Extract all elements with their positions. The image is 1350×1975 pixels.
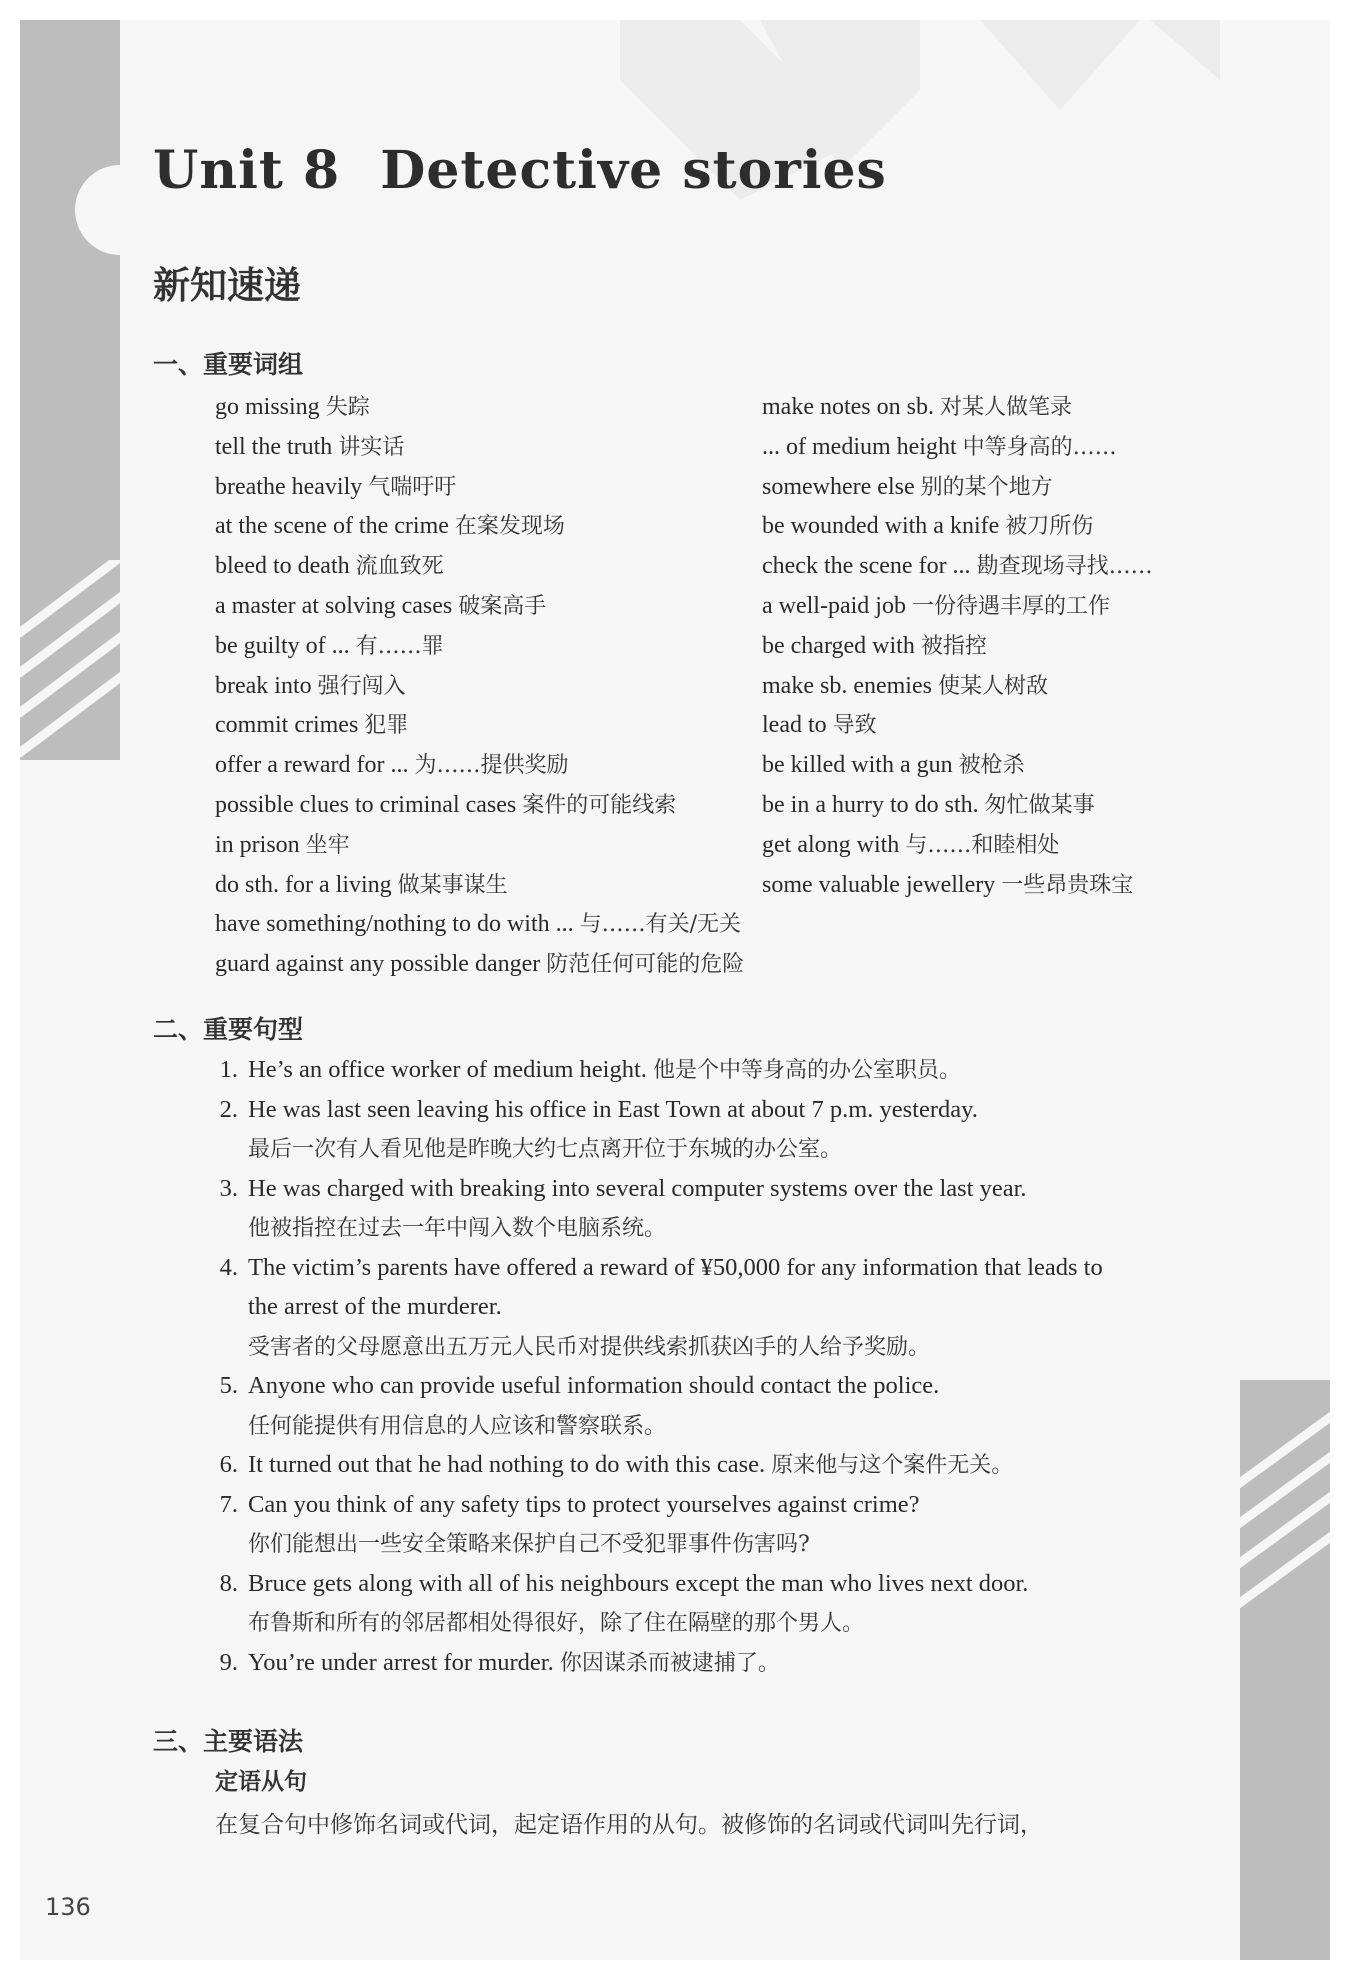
phrase-item: tell the truth 讲实话 (215, 433, 405, 460)
phrase-item: be charged with 被指控 (762, 632, 987, 659)
phrase-item: lead to 导致 (762, 712, 877, 739)
phrase-item: be in a hurry to do sth. 匆忙做某事 (762, 791, 1095, 818)
phrase-item: break into 强行闯入 (215, 672, 406, 699)
part3-heading: 三、主要语法 (153, 1727, 304, 1756)
part2-heading: 二、重要句型 (153, 1015, 304, 1044)
phrase-item: get along with 与……和睦相处 (762, 831, 1060, 858)
phrase-item: be wounded with a knife 被刀所伤 (762, 513, 1094, 540)
title-notch (75, 165, 165, 255)
phrase-item: a well-paid job 一份待遇丰厚的工作 (762, 592, 1110, 619)
phrase-item: breathe heavily 气喘吁吁 (215, 473, 457, 500)
phrase-item: go missing 失踪 (215, 394, 370, 420)
phrase-item: a master at solving cases 破案高手 (215, 592, 547, 619)
phrase-item: some valuable jewellery 一些昂贵珠宝 (762, 871, 1134, 898)
phrase-item: check the scene for ... 勘查现场寻找…… (762, 553, 1153, 580)
phrase-item: in prison 坐牢 (215, 831, 350, 858)
phrase-list-left (215, 388, 744, 981)
phrase-item: commit crimes 犯罪 (215, 712, 409, 739)
phrase-item: bleed to death 流血致死 (215, 553, 444, 580)
phrase-item: guard against any possible danger 防范任何可能的危险 (215, 951, 745, 978)
left-stripes-decoration (20, 560, 120, 760)
phrase-item: at the scene of the crime 在案发现场 (215, 513, 565, 540)
part1-heading: 一、重要词组 (153, 350, 304, 379)
left-margin (20, 740, 120, 1960)
section-heading: 新知速递 (153, 264, 301, 307)
unit-number: Unit 8 (153, 140, 341, 201)
phrase-item: have something/nothing to do with ... 与……有关/无关 (215, 911, 742, 938)
unit-title (153, 140, 887, 201)
unit-topic: Detective stories (380, 140, 887, 201)
grammar-subheading: 定语从句 (215, 1768, 307, 1795)
right-stripes-decoration (1240, 1380, 1330, 1620)
phrase-item: make sb. enemies 使某人树敌 (762, 672, 1048, 699)
phrase-item: ... of medium height 中等身高的…… (762, 433, 1117, 460)
phrase-item: make notes on sb. 对某人做笔录 (762, 394, 1072, 420)
phrase-list-right (762, 388, 1153, 905)
phrase-item: somewhere else 别的某个地方 (762, 473, 1053, 500)
phrase-item: do sth. for a living 做某事谋生 (215, 871, 508, 898)
phrase-item: be guilty of ... 有……罪 (215, 632, 444, 659)
page-number: 136 (45, 1893, 91, 1921)
phrase-item: offer a reward for ... 为……提供奖励 (215, 752, 569, 779)
phrase-item: be killed with a gun 被枪杀 (762, 752, 1025, 779)
phrase-item: possible clues to criminal cases 案件的可能线索 (215, 791, 677, 818)
grammar-text: 在复合句中修饰名词或代词，起定语作用的从句。被修饰的名词或代词叫先行词， (215, 1812, 1043, 1838)
